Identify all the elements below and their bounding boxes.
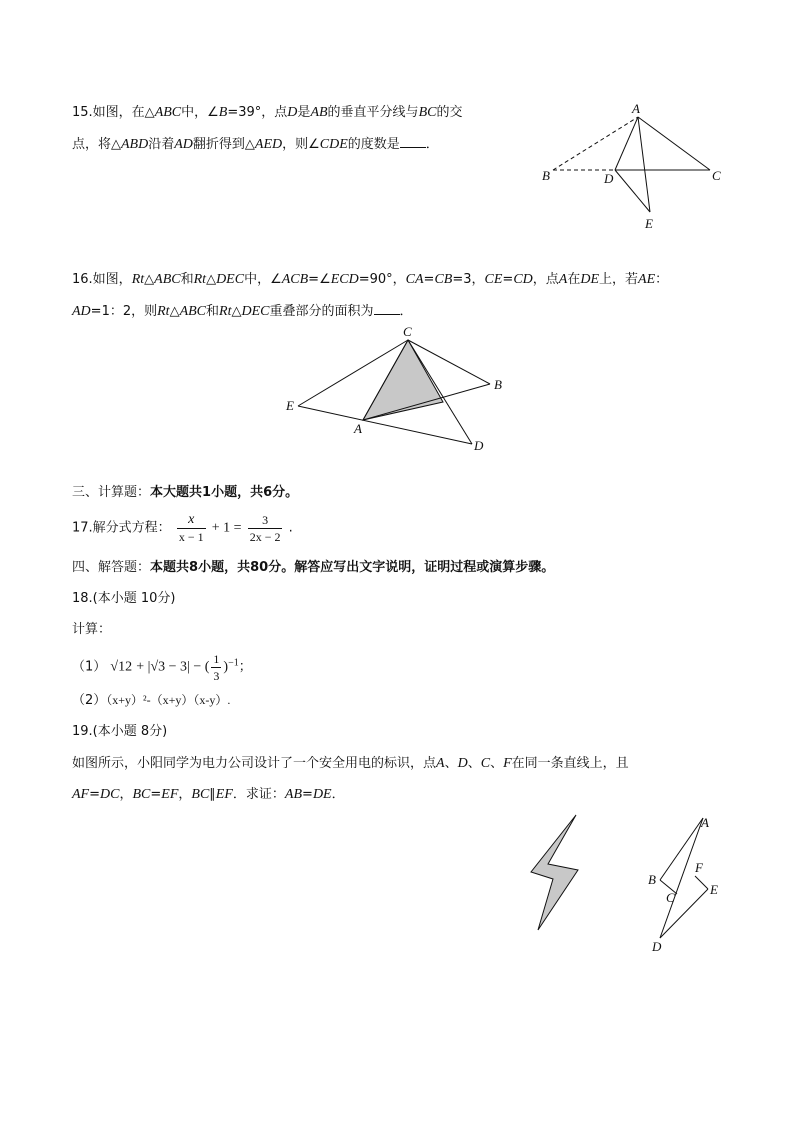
- lightning-bolt-icon: [528, 812, 584, 934]
- label-D: D: [604, 171, 614, 186]
- label-B: B: [648, 872, 656, 887]
- label-A: A: [701, 815, 709, 830]
- q18-sub: 计算：: [72, 622, 112, 637]
- answer-blank: [374, 304, 400, 315]
- q15-figure: [530, 100, 730, 240]
- label-F: F: [695, 860, 703, 875]
- q16-line1: 16.如图，Rt△ABC和Rt△DEC中，∠ACB=∠ECD=90°，CA=CB=3，CE=CD，点A在DE上，若AE：: [72, 272, 669, 287]
- label-A: A: [632, 101, 640, 116]
- q19-figure: [640, 810, 730, 960]
- fraction: $\frac{1}{3}$: [213, 652, 220, 683]
- q17-equation: 17.解分式方程： $\frac{x}{x - 1}$ + 1 = $\frac{3}{2x - 2}$ .: [72, 512, 293, 544]
- label-B: B: [494, 377, 502, 392]
- segment-AB-dashed: [553, 117, 638, 170]
- q16-line2: AD=1：2，则Rt△ABC和Rt△DEC重叠部分的面积为 ．: [72, 304, 413, 319]
- label-C: C: [666, 890, 675, 905]
- label-E: E: [645, 216, 653, 231]
- label-C: C: [403, 324, 412, 339]
- fraction: $\frac{x}{x - 1}$: [178, 512, 204, 544]
- q15-line2: 点，将△ABD沿着AD翻折得到△AED，则∠CDE的度数是 ．: [72, 137, 439, 152]
- label-E: E: [286, 398, 294, 413]
- label-D: D: [652, 939, 662, 954]
- q18-part2: （2）（x+y）²-（x+y）（x-y）.: [72, 693, 231, 708]
- segment-AD: [615, 117, 638, 170]
- label-E: E: [710, 882, 718, 897]
- label-A: A: [354, 421, 362, 436]
- label-C: C: [712, 168, 721, 183]
- answer-blank: [400, 137, 426, 148]
- label-B: B: [542, 168, 550, 183]
- segment-AC: [638, 117, 710, 170]
- fraction: $\frac{3}{2x - 2}$: [249, 513, 281, 544]
- q18-part1: （1） √12 + |√3 − 3| − ( $\frac{1}{3}$ )$^{-1}$；: [72, 652, 252, 683]
- q15-line1: 15.如图，在△ABC中，∠B=39°，点D是AB的垂直平分线与BC的交: [72, 105, 463, 120]
- q16-figure: [280, 322, 520, 457]
- label-D: D: [474, 438, 484, 453]
- q19-title: 19.(本小题 8分): [72, 724, 168, 739]
- section4-heading: 四、解答题：本题共8小题，共80分。解答应写出文字说明，证明过程或演算步骤。: [72, 560, 555, 575]
- q18-title: 18.(本小题 10分): [72, 591, 176, 606]
- segment-AE: [638, 117, 650, 212]
- segment-DE: [615, 170, 650, 212]
- section3-heading: 三、计算题：本大题共1小题，共6分。: [72, 485, 299, 500]
- q19-line1: 如图所示，小阳同学为电力公司设计了一个安全用电的标识，点A、D、C、F在同一条直线上，且: [72, 756, 629, 771]
- q19-line2: AF=DC，BC=EF，BC∥EF．求证：AB=DE．: [72, 787, 345, 802]
- segment-FE: [695, 876, 708, 889]
